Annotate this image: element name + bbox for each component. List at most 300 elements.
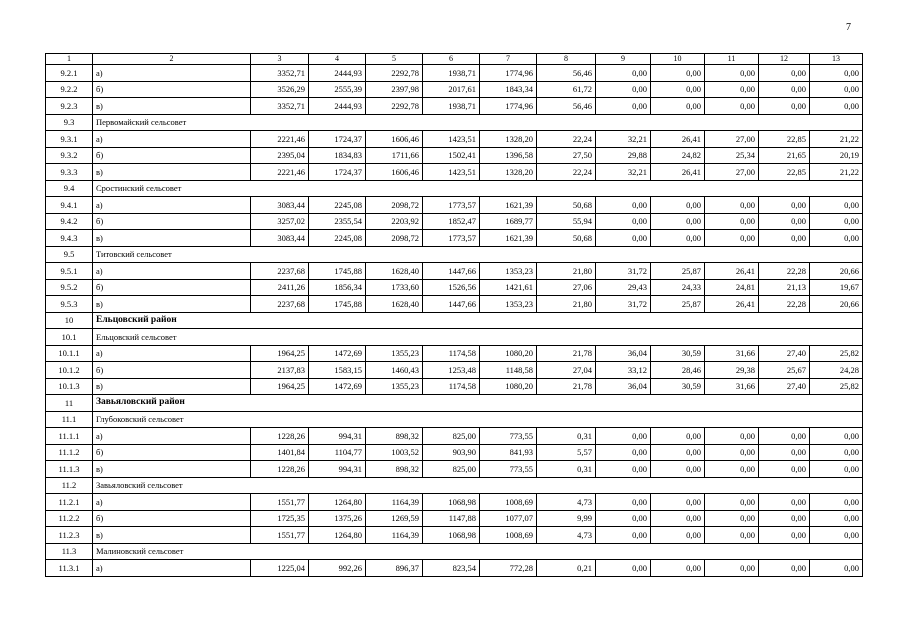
row-code: 10.1.1 — [46, 345, 93, 362]
row-value: 0,00 — [810, 81, 863, 98]
row-value: 1164,39 — [366, 494, 423, 511]
row-value: 4,73 — [537, 494, 596, 511]
section-header-row — [46, 411, 863, 428]
row-value: 1628,40 — [366, 296, 423, 313]
row-value: 1724,37 — [309, 164, 366, 181]
row-value: 0,00 — [651, 560, 705, 577]
row-value: 29,43 — [596, 279, 651, 296]
row-value: 0,00 — [810, 197, 863, 214]
table-row — [46, 164, 863, 181]
row-value: 772,28 — [480, 560, 537, 577]
row-value: 3352,71 — [251, 98, 309, 115]
row-code: 9.3.2 — [46, 147, 93, 164]
section-header-row — [46, 477, 863, 494]
row-value: 1225,04 — [251, 560, 309, 577]
row-value: 1852,47 — [423, 213, 480, 230]
column-number: 11 — [705, 54, 759, 65]
row-value: 21,65 — [759, 147, 810, 164]
row-value: 21,80 — [537, 263, 596, 280]
table-row — [46, 461, 863, 478]
section-header-row — [46, 246, 863, 263]
row-value: 0,00 — [705, 65, 759, 82]
section-code: 11.2 — [46, 477, 93, 494]
section-header-row — [46, 180, 863, 197]
row-value: 0,00 — [596, 461, 651, 478]
row-value: 841,93 — [480, 444, 537, 461]
row-value: 1711,66 — [366, 147, 423, 164]
row-value: 1773,57 — [423, 230, 480, 247]
table-row — [46, 263, 863, 280]
row-value: 898,32 — [366, 428, 423, 445]
table-row — [46, 98, 863, 115]
row-value: 1396,58 — [480, 147, 537, 164]
section-name: Первомайский сельсовет — [93, 114, 863, 131]
row-value: 22,24 — [537, 164, 596, 181]
row-value: 1080,20 — [480, 378, 537, 395]
row-value: 32,21 — [596, 131, 651, 148]
row-value: 24,28 — [810, 362, 863, 379]
row-value: 0,00 — [810, 98, 863, 115]
row-name: а) — [93, 560, 251, 577]
row-value: 0,00 — [810, 428, 863, 445]
row-value: 27,00 — [705, 164, 759, 181]
row-code: 10.1.3 — [46, 378, 93, 395]
row-value: 31,72 — [596, 296, 651, 313]
row-value: 0,00 — [810, 444, 863, 461]
row-value: 898,32 — [366, 461, 423, 478]
row-code: 11.2.2 — [46, 510, 93, 527]
row-value: 1355,23 — [366, 378, 423, 395]
row-value: 29,88 — [596, 147, 651, 164]
column-number: 6 — [423, 54, 480, 65]
row-name: а) — [93, 345, 251, 362]
table-row — [46, 560, 863, 577]
row-value: 0,00 — [759, 444, 810, 461]
row-value: 25,82 — [810, 345, 863, 362]
row-value: 3257,02 — [251, 213, 309, 230]
row-value: 0,00 — [759, 510, 810, 527]
row-value: 20,66 — [810, 296, 863, 313]
row-value: 0,00 — [810, 510, 863, 527]
row-value: 896,37 — [366, 560, 423, 577]
row-value: 2245,08 — [309, 197, 366, 214]
section-name: Глубоковский сельсовет — [93, 411, 863, 428]
table-row — [46, 230, 863, 247]
row-value: 1502,41 — [423, 147, 480, 164]
row-code: 9.5.3 — [46, 296, 93, 313]
row-value: 0,00 — [810, 527, 863, 544]
row-value: 20,66 — [810, 263, 863, 280]
section-code: 10.1 — [46, 329, 93, 346]
row-value: 21,22 — [810, 164, 863, 181]
row-value: 0,00 — [596, 98, 651, 115]
row-value: 5,57 — [537, 444, 596, 461]
row-value: 1264,80 — [309, 527, 366, 544]
column-number: 3 — [251, 54, 309, 65]
row-value: 823,54 — [423, 560, 480, 577]
row-value: 0,00 — [759, 81, 810, 98]
row-value: 1583,15 — [309, 362, 366, 379]
row-value: 994,31 — [309, 461, 366, 478]
row-value: 0,00 — [759, 197, 810, 214]
row-value: 0,00 — [705, 81, 759, 98]
row-value: 1856,34 — [309, 279, 366, 296]
row-value: 0,00 — [651, 494, 705, 511]
row-value: 0,00 — [705, 527, 759, 544]
row-value: 3083,44 — [251, 230, 309, 247]
table-row — [46, 213, 863, 230]
row-value: 2203,92 — [366, 213, 423, 230]
row-value: 31,66 — [705, 378, 759, 395]
row-value: 1008,69 — [480, 494, 537, 511]
row-value: 56,46 — [537, 98, 596, 115]
row-value: 1080,20 — [480, 345, 537, 362]
row-value: 0,00 — [596, 213, 651, 230]
row-code: 9.5.2 — [46, 279, 93, 296]
section-name: Ельцовский район — [93, 312, 863, 329]
row-value: 1401,84 — [251, 444, 309, 461]
row-value: 1460,43 — [366, 362, 423, 379]
row-code: 11.1.2 — [46, 444, 93, 461]
row-name: а) — [93, 428, 251, 445]
row-code: 9.4.2 — [46, 213, 93, 230]
row-value: 1077,07 — [480, 510, 537, 527]
row-value: 0,00 — [596, 81, 651, 98]
row-value: 1551,77 — [251, 494, 309, 511]
row-value: 0,00 — [596, 444, 651, 461]
district-header-row — [46, 312, 863, 329]
section-name: Завьяловский сельсовет — [93, 477, 863, 494]
table-row — [46, 81, 863, 98]
row-value: 825,00 — [423, 461, 480, 478]
row-value: 1621,39 — [480, 197, 537, 214]
row-value: 2137,83 — [251, 362, 309, 379]
row-code: 11.1.1 — [46, 428, 93, 445]
row-value: 2017,61 — [423, 81, 480, 98]
row-value: 1375,26 — [309, 510, 366, 527]
table-row — [46, 428, 863, 445]
row-value: 0,00 — [596, 527, 651, 544]
table-row — [46, 147, 863, 164]
row-value: 1472,69 — [309, 345, 366, 362]
row-name: б) — [93, 279, 251, 296]
row-value: 1689,77 — [480, 213, 537, 230]
row-value: 21,80 — [537, 296, 596, 313]
section-name: Завьяловский район — [93, 395, 863, 412]
row-value: 26,41 — [651, 131, 705, 148]
row-value: 22,85 — [759, 131, 810, 148]
row-value: 1104,77 — [309, 444, 366, 461]
row-value: 1008,69 — [480, 527, 537, 544]
row-name: а) — [93, 131, 251, 148]
section-name: Ельцовский сельсовет — [93, 329, 863, 346]
row-value: 0,00 — [596, 560, 651, 577]
row-value: 1938,71 — [423, 98, 480, 115]
row-value: 992,26 — [309, 560, 366, 577]
row-name: в) — [93, 461, 251, 478]
row-value: 1551,77 — [251, 527, 309, 544]
row-value: 0,00 — [596, 230, 651, 247]
row-value: 0,00 — [651, 461, 705, 478]
row-value: 1526,56 — [423, 279, 480, 296]
row-value: 825,00 — [423, 428, 480, 445]
row-value: 0,00 — [651, 428, 705, 445]
row-value: 0,21 — [537, 560, 596, 577]
row-value: 1174,58 — [423, 378, 480, 395]
row-value: 31,66 — [705, 345, 759, 362]
row-value: 1068,98 — [423, 494, 480, 511]
row-value: 30,59 — [651, 345, 705, 362]
row-value: 2237,68 — [251, 263, 309, 280]
row-value: 27,04 — [537, 362, 596, 379]
row-code: 9.2.3 — [46, 98, 93, 115]
row-value: 2237,68 — [251, 296, 309, 313]
row-code: 11.3.1 — [46, 560, 93, 577]
row-value: 27,06 — [537, 279, 596, 296]
row-value: 25,87 — [651, 296, 705, 313]
row-value: 27,40 — [759, 345, 810, 362]
row-name: а) — [93, 65, 251, 82]
row-value: 0,00 — [651, 65, 705, 82]
row-value: 0,00 — [651, 98, 705, 115]
row-value: 1843,34 — [480, 81, 537, 98]
row-value: 0,00 — [651, 510, 705, 527]
row-value: 0,00 — [759, 230, 810, 247]
row-value: 2444,93 — [309, 65, 366, 82]
table-row — [46, 296, 863, 313]
row-value: 0,00 — [810, 65, 863, 82]
row-code: 11.2.1 — [46, 494, 93, 511]
row-value: 29,38 — [705, 362, 759, 379]
row-value: 25,82 — [810, 378, 863, 395]
table-row — [46, 362, 863, 379]
row-code: 11.1.3 — [46, 461, 93, 478]
page-number: 7 — [846, 22, 851, 33]
row-name: в) — [93, 164, 251, 181]
row-value: 2292,78 — [366, 65, 423, 82]
row-value: 50,68 — [537, 197, 596, 214]
table-row — [46, 279, 863, 296]
row-value: 27,00 — [705, 131, 759, 148]
row-value: 0,00 — [759, 560, 810, 577]
row-value: 22,28 — [759, 296, 810, 313]
row-value: 0,00 — [705, 444, 759, 461]
row-value: 1628,40 — [366, 263, 423, 280]
row-value: 22,85 — [759, 164, 810, 181]
row-value: 1621,39 — [480, 230, 537, 247]
row-value: 0,00 — [705, 213, 759, 230]
row-value: 1003,52 — [366, 444, 423, 461]
row-value: 0,00 — [759, 461, 810, 478]
row-value: 2444,93 — [309, 98, 366, 115]
row-value: 1745,88 — [309, 263, 366, 280]
row-name: а) — [93, 263, 251, 280]
row-value: 0,00 — [651, 230, 705, 247]
row-name: б) — [93, 81, 251, 98]
district-header-row — [46, 395, 863, 412]
row-value: 1068,98 — [423, 527, 480, 544]
row-value: 24,33 — [651, 279, 705, 296]
row-value: 1472,69 — [309, 378, 366, 395]
row-code: 9.5.1 — [46, 263, 93, 280]
row-value: 2355,54 — [309, 213, 366, 230]
row-code: 9.4.3 — [46, 230, 93, 247]
column-number: 7 — [480, 54, 537, 65]
row-value: 3083,44 — [251, 197, 309, 214]
row-value: 25,87 — [651, 263, 705, 280]
row-value: 1834,83 — [309, 147, 366, 164]
section-code: 9.3 — [46, 114, 93, 131]
row-value: 0,00 — [705, 461, 759, 478]
table-row — [46, 378, 863, 395]
section-header-row — [46, 329, 863, 346]
row-name: б) — [93, 444, 251, 461]
row-value: 22,24 — [537, 131, 596, 148]
row-value: 0,31 — [537, 428, 596, 445]
row-value: 0,00 — [705, 510, 759, 527]
row-value: 0,00 — [810, 461, 863, 478]
row-code: 9.3.3 — [46, 164, 93, 181]
row-value: 1328,20 — [480, 131, 537, 148]
row-value: 0,00 — [810, 230, 863, 247]
row-name: б) — [93, 510, 251, 527]
row-value: 0,00 — [651, 81, 705, 98]
row-value: 2221,46 — [251, 131, 309, 148]
row-value: 0,00 — [651, 213, 705, 230]
section-name: Сростинский сельсовет — [93, 180, 863, 197]
row-value: 1355,23 — [366, 345, 423, 362]
row-value: 0,00 — [596, 197, 651, 214]
row-value: 36,04 — [596, 345, 651, 362]
section-header-row — [46, 114, 863, 131]
row-value: 0,00 — [596, 65, 651, 82]
row-value: 1773,57 — [423, 197, 480, 214]
table-row — [46, 494, 863, 511]
row-value: 1264,80 — [309, 494, 366, 511]
row-value: 1447,66 — [423, 296, 480, 313]
row-value: 1774,96 — [480, 98, 537, 115]
section-code: 11.1 — [46, 411, 93, 428]
table-row — [46, 131, 863, 148]
row-value: 1774,96 — [480, 65, 537, 82]
row-value: 2245,08 — [309, 230, 366, 247]
row-value: 2098,72 — [366, 197, 423, 214]
row-value: 2555,39 — [309, 81, 366, 98]
row-code: 9.2.2 — [46, 81, 93, 98]
row-value: 0,00 — [705, 560, 759, 577]
row-value: 36,04 — [596, 378, 651, 395]
row-value: 0,00 — [810, 560, 863, 577]
row-value: 9,99 — [537, 510, 596, 527]
table-row — [46, 510, 863, 527]
row-value: 1423,51 — [423, 131, 480, 148]
row-value: 0,00 — [651, 197, 705, 214]
row-value: 4,73 — [537, 527, 596, 544]
row-value: 1423,51 — [423, 164, 480, 181]
row-value: 26,41 — [705, 296, 759, 313]
row-code: 9.4.1 — [46, 197, 93, 214]
column-number: 5 — [366, 54, 423, 65]
table-row — [46, 345, 863, 362]
column-number: 1 — [46, 54, 93, 65]
row-value: 0,00 — [810, 213, 863, 230]
row-name: б) — [93, 362, 251, 379]
column-number: 2 — [93, 54, 251, 65]
row-value: 773,55 — [480, 461, 537, 478]
row-value: 25,34 — [705, 147, 759, 164]
row-value: 24,81 — [705, 279, 759, 296]
row-value: 1421,61 — [480, 279, 537, 296]
row-name: а) — [93, 494, 251, 511]
row-value: 28,46 — [651, 362, 705, 379]
row-value: 2292,78 — [366, 98, 423, 115]
row-value: 31,72 — [596, 263, 651, 280]
row-value: 0,00 — [651, 444, 705, 461]
row-value: 1725,35 — [251, 510, 309, 527]
row-value: 24,82 — [651, 147, 705, 164]
row-value: 1724,37 — [309, 131, 366, 148]
row-value: 0,00 — [705, 230, 759, 247]
row-value: 2411,26 — [251, 279, 309, 296]
section-code: 11.3 — [46, 543, 93, 560]
row-name: б) — [93, 147, 251, 164]
section-name: Титовский сельсовет — [93, 246, 863, 263]
row-value: 26,41 — [705, 263, 759, 280]
section-name: Малиновский сельсовет — [93, 543, 863, 560]
row-code: 9.3.1 — [46, 131, 93, 148]
column-number: 8 — [537, 54, 596, 65]
row-value: 27,40 — [759, 378, 810, 395]
row-value: 0,00 — [759, 65, 810, 82]
row-value: 0,31 — [537, 461, 596, 478]
row-value: 0,00 — [759, 527, 810, 544]
row-value: 1964,25 — [251, 345, 309, 362]
row-value: 0,00 — [759, 494, 810, 511]
column-number: 12 — [759, 54, 810, 65]
row-value: 0,00 — [705, 494, 759, 511]
row-name: а) — [93, 197, 251, 214]
row-value: 1733,60 — [366, 279, 423, 296]
row-name: в) — [93, 296, 251, 313]
row-value: 1269,59 — [366, 510, 423, 527]
row-value: 21,78 — [537, 378, 596, 395]
row-value: 1253,48 — [423, 362, 480, 379]
row-value: 2098,72 — [366, 230, 423, 247]
table-row — [46, 444, 863, 461]
row-value: 56,46 — [537, 65, 596, 82]
row-value: 1938,71 — [423, 65, 480, 82]
table-row — [46, 65, 863, 82]
row-value: 0,00 — [705, 98, 759, 115]
row-name: в) — [93, 98, 251, 115]
row-value: 0,00 — [759, 213, 810, 230]
row-value: 0,00 — [651, 527, 705, 544]
data-table — [45, 53, 863, 577]
row-value: 0,00 — [810, 494, 863, 511]
row-value: 1606,46 — [366, 164, 423, 181]
row-value: 0,00 — [759, 428, 810, 445]
column-number: 13 — [810, 54, 863, 65]
column-number: 10 — [651, 54, 705, 65]
row-value: 0,00 — [705, 197, 759, 214]
row-value: 55,94 — [537, 213, 596, 230]
row-value: 21,78 — [537, 345, 596, 362]
row-value: 1174,58 — [423, 345, 480, 362]
section-code: 11 — [46, 395, 93, 412]
row-value: 1228,26 — [251, 428, 309, 445]
row-value: 1353,23 — [480, 296, 537, 313]
row-value: 1147,88 — [423, 510, 480, 527]
